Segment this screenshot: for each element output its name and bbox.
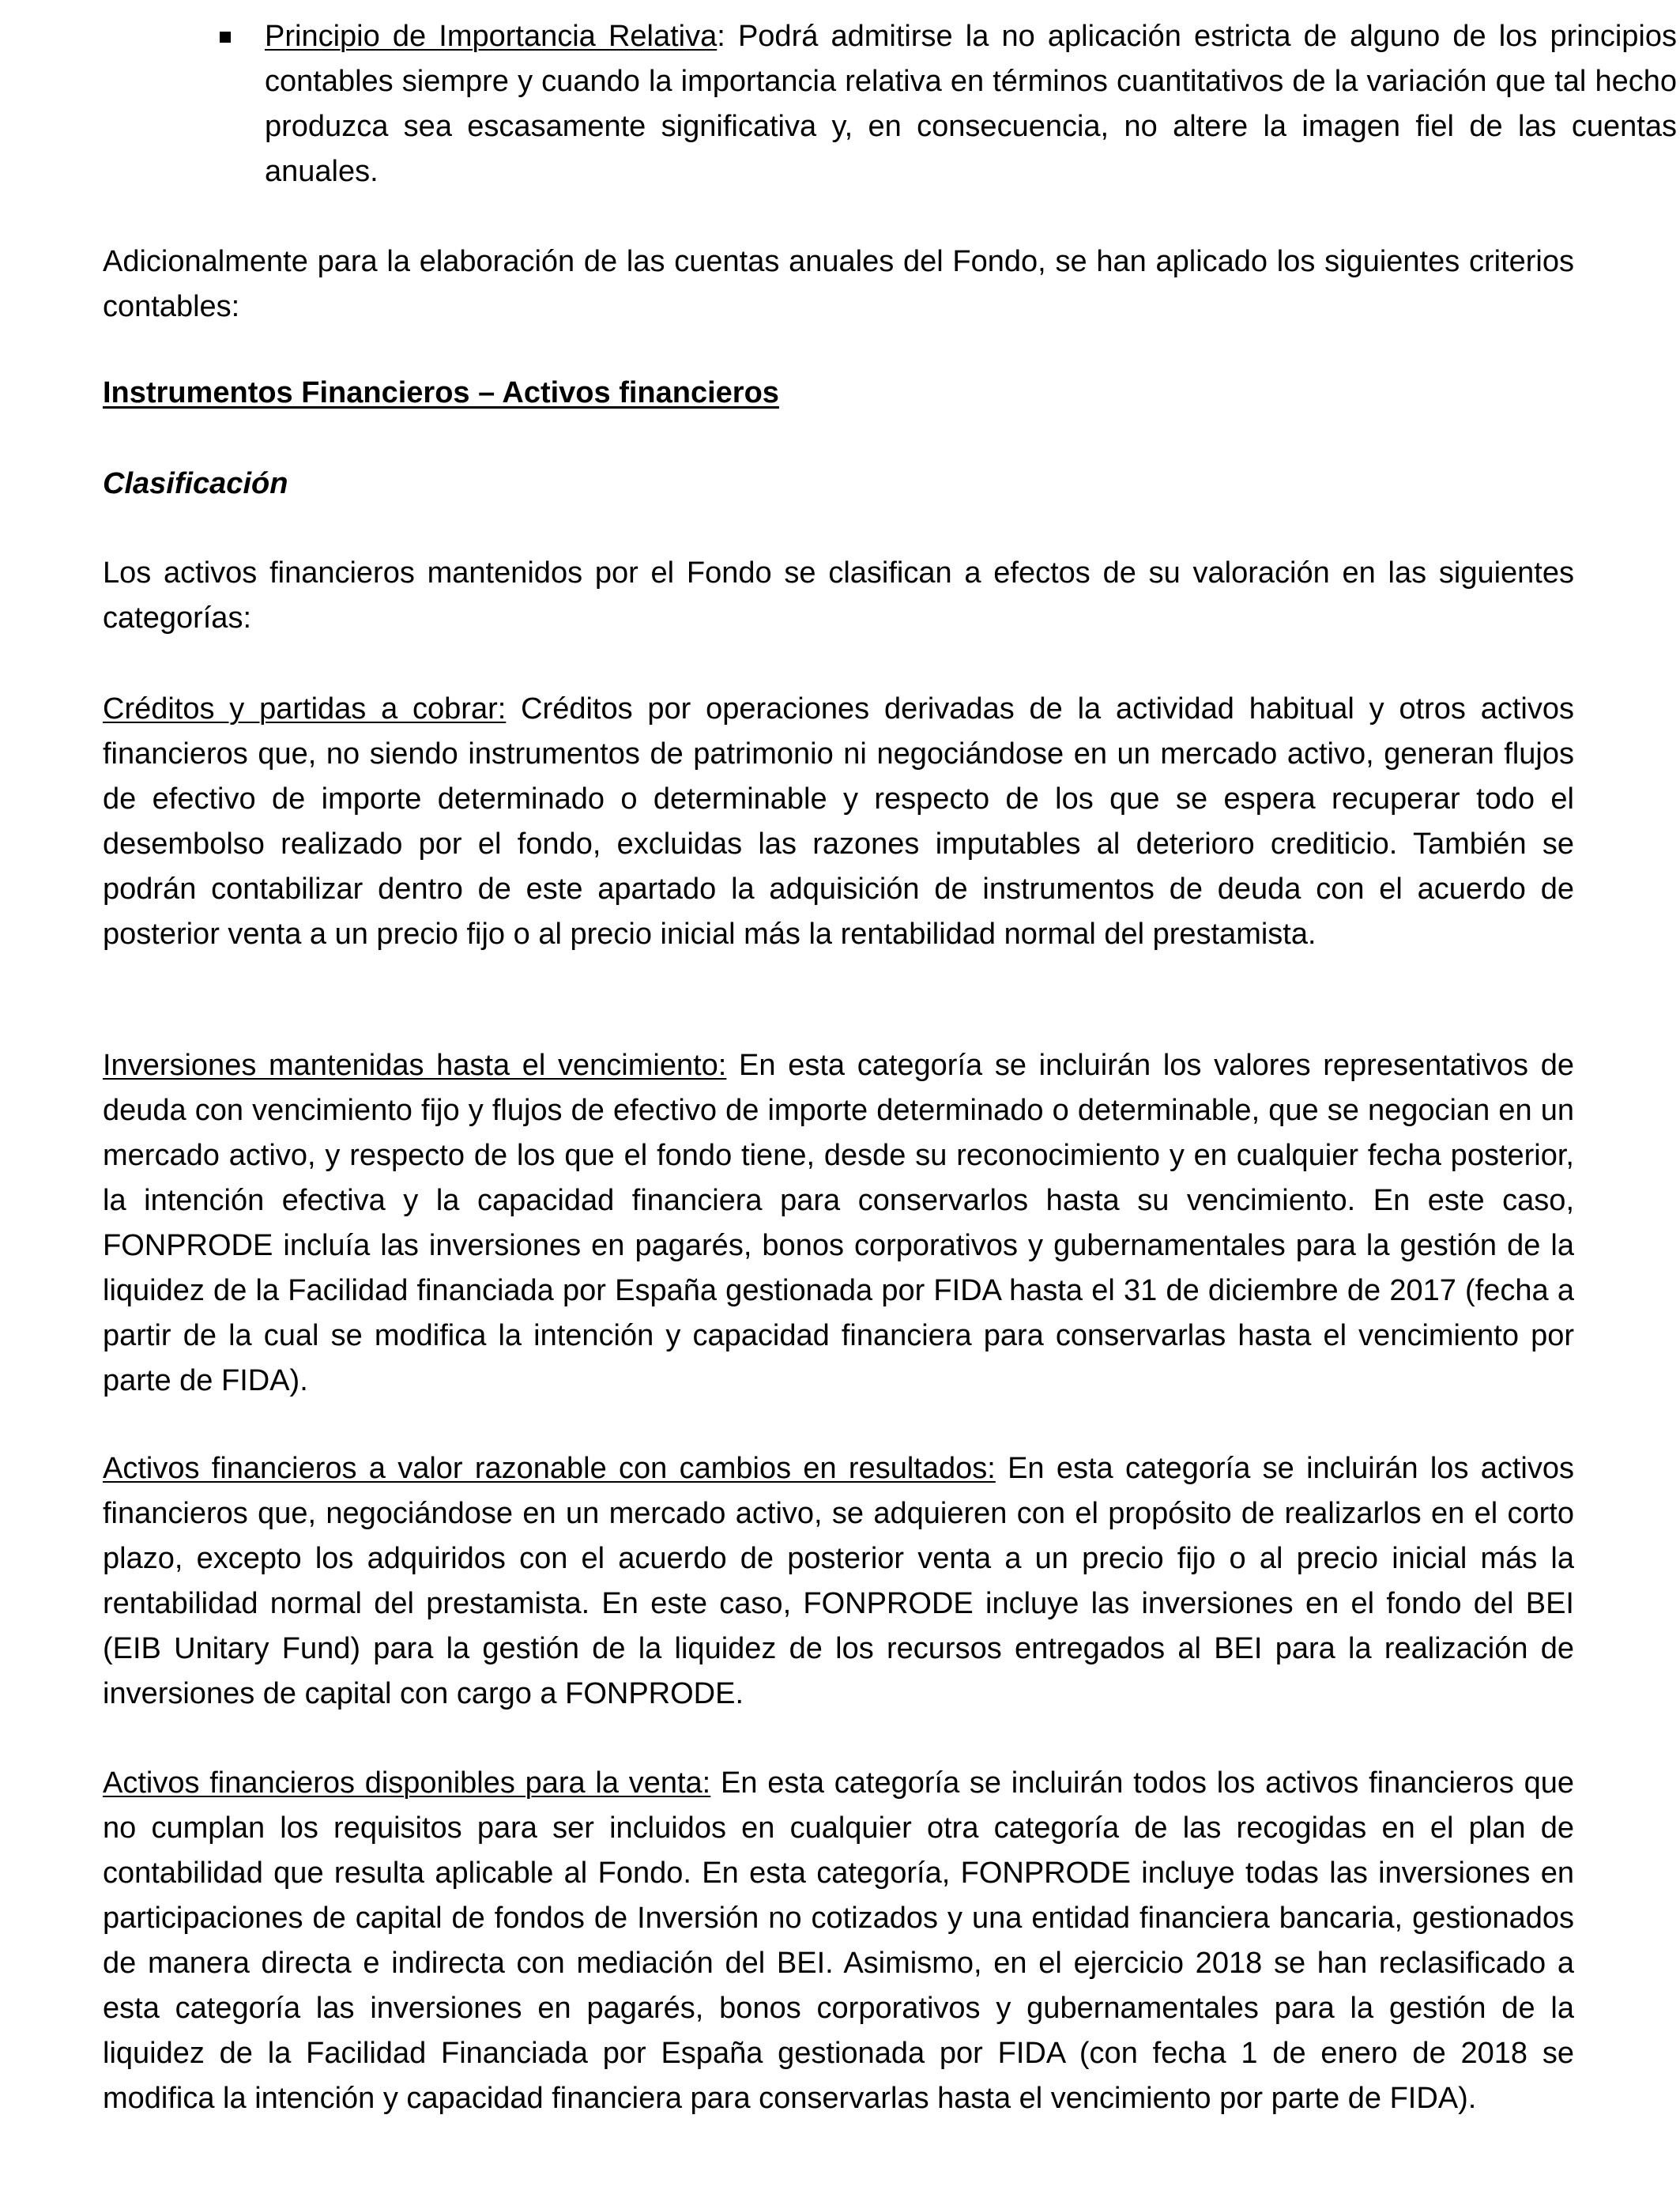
principle-title: Principio de Importancia Relativa (265, 20, 718, 53)
category-paragraph-creditos (103, 687, 1574, 957)
category-paragraph-inversiones-vencimiento (103, 1043, 1574, 1404)
classification-intro-paragraph: Los activos financieros mantenidos por el Fondo se clasifican a efectos de su valoración en las siguientes categorías: (103, 556, 1574, 635)
category-text: En esta categoría se incluirán los activos financieros que, negociándose en un mercado activo, se adquieren con el propósito de realizarlos en el corto plazo, excepto los adquiridos con el acuerdo de posterior venta a un precio fijo o al precio inicial más la rentabilidad normal del prestamista. En este caso, FONPRODE incluye las inversiones en el fondo del BEI (EIB Unitary Fund) para la gestión de la liquidez de los recursos entregados al BEI para la realización de inversiones de capital con cargo a FONPRODE. (103, 1452, 1574, 1710)
principle-text: : Podrá admitirse la no aplicación estricta de alguno de los principios contables siempre y cuando la importancia relativa en términos cuantitativos de la variación que tal hecho produzca sea escasamente significativa y, en consecuencia, no altere la imagen fiel de las cuentas anuales. (265, 20, 1677, 188)
category-title: Activos financieros disponibles para la venta: (103, 1766, 711, 1800)
section-heading (103, 371, 1574, 416)
category-title: Inversiones mantenidas hasta el vencimiento: (103, 1049, 727, 1082)
section-heading-text: Instrumentos Financieros – Activos financieros (103, 376, 779, 409)
category-title: Créditos y partidas a cobrar: (103, 692, 507, 726)
category-paragraph-disponibles-venta (103, 1761, 1574, 2121)
principle-paragraph (265, 14, 1677, 194)
category-text: En esta categoría se incluirán los valores representativos de deuda con vencimiento fijo y flujos de efectivo de importe determinado o determinable, que se negocian en un mercado activo, y respecto de los que el fondo tiene, desde su reconocimiento y en cualquier fecha posterior, la intención efectiva y la capacidad financiera para conservarlos hasta su vencimiento. En este caso, FONPRODE incluía las inversiones en pagarés, bonos corporativos y gubernamentales para la gestión de la liquidez de la Facilidad financiada por España gestionada por FIDA hasta el 31 de diciembre de 2017 (fecha a partir de la cual se modifica la intención y capacidad financiera para conservarlas hasta el vencimiento por parte de FIDA). (103, 1049, 1574, 1397)
category-title: Activos financieros a valor razonable con cambios en resultados: (103, 1452, 996, 1485)
category-text: En esta categoría se incluirán todos los activos financieros que no cumplan los requisitos para ser incluidos en cualquier otra categoría de las recogidas en el plan de contabilidad que resulta aplicable al Fondo. En esta categoría, FONPRODE incluye todas las inversiones en participaciones de capital de fondos de Inversión no cotizados y una entidad financiera bancaria, gestionados de manera directa e indirecta con mediación del BEI. Asimismo, en el ejercicio 2018 se han reclasificado a esta categoría las inversiones en pagarés, bonos corporativos y gubernamentales para la gestión de la liquidez de la Facilidad Financiada por España gestionada por FIDA (con fecha 1 de enero de 2018 se modifica la intención y capacidad financiera para conservarlas hasta el vencimiento por parte de FIDA). (103, 1766, 1574, 2115)
square-bullet-icon (220, 32, 231, 43)
subheading-text: Clasificación (103, 467, 288, 500)
subheading (103, 462, 1574, 507)
intro-paragraph: Adicionalmente para la elaboración de las cuentas anuales del Fondo, se han aplicado los siguientes criterios contables: (103, 245, 1574, 323)
category-text: Créditos por operaciones derivadas de la actividad habitual y otros activos financieros que, no siendo instrumentos de patrimonio ni negociándose en un mercado activo, generan flujos de efectivo de importe determinado o determinable y respecto de los que se espera recuperar todo el desembolso realizado por el fondo, excluidas las razones imputables al deterioro crediticio. También se podrán contabilizar dentro de este apartado la adquisición de instrumentos de deuda con el acuerdo de posterior venta a un precio fijo o al precio inicial más la rentabilidad normal del prestamista. (103, 692, 1574, 951)
category-paragraph-valor-razonable (103, 1446, 1574, 1717)
